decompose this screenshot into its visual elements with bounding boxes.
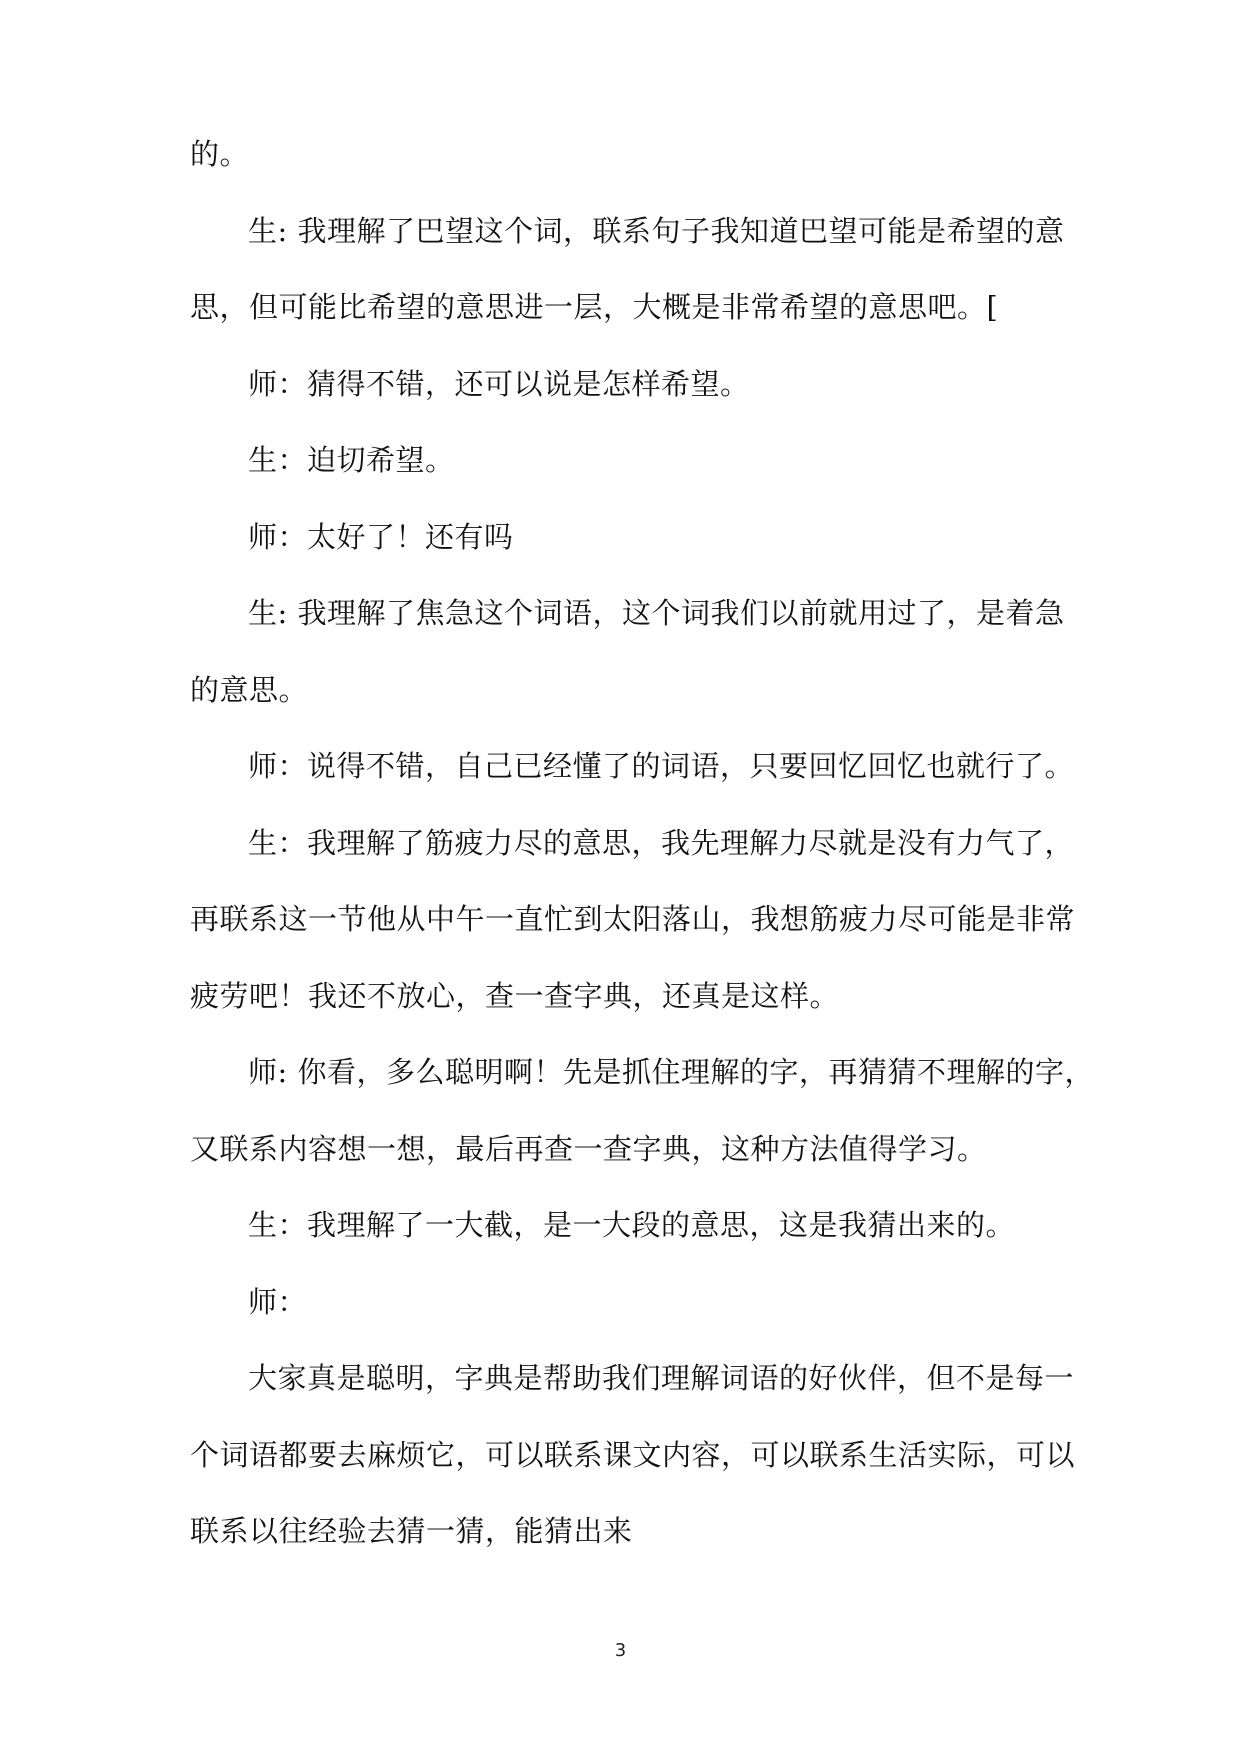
- text-line: 个词语都要去麻烦它，可以联系课文内容，可以联系生活实际，可以: [190, 1437, 1076, 1472]
- text-line: 又联系内容想一想，最后再查一查字典，这种方法值得学习。: [190, 1131, 987, 1166]
- text-line: 再联系这一节他从中午一直忙到太阳落山，我想筋疲力尽可能是非常: [190, 902, 1076, 936]
- text-line: 师：: [248, 1284, 308, 1319]
- text-line: 思，但可能比希望的意思进一层，大概是非常希望的意思吧。[: [190, 290, 999, 324]
- page-body: [190, 134, 1094, 1588]
- text-line: 联系以往经验去猜一猜，能猜出来: [190, 1514, 633, 1548]
- text-line: 疲劳吧！我还不放心，查一查字典，还真是这样。: [190, 978, 840, 1013]
- text-line: 师：猜得不错，还可以说是怎样希望。: [248, 366, 750, 401]
- text-line: 师: 你看，多么聪明啊！先是抓住理解的字，再猜猜不理解的字，: [248, 1055, 1094, 1089]
- text-line: 生：我理解了筋疲力尽的意思，我先理解力尽就是没有力气了，: [248, 825, 1075, 860]
- text-line: 生: 我理解了焦急这个词语，这个词我们以前就用过了，是着急: [248, 596, 1065, 630]
- text-line: 师：太好了！还有吗: [248, 519, 514, 554]
- text-line: 的意思。: [190, 672, 309, 707]
- text-line: 师：说得不错，自己已经懂了的词语，只要回忆回忆也就行了。: [248, 749, 1075, 783]
- text-line: 生：我理解了一大截，是一大段的意思，这是我猜出来的。: [248, 1208, 1016, 1242]
- text-line: 生: 我理解了巴望这个词，联系句子我知道巴望可能是希望的意: [248, 213, 1065, 248]
- text-line: 的。: [190, 137, 250, 171]
- text-line: 大家真是聪明，字典是帮助我们理解词语的好伙伴，但不是每一: [248, 1361, 1075, 1395]
- page-number: 3: [614, 1640, 627, 1661]
- text-line: 生：迫切希望。: [248, 443, 455, 477]
